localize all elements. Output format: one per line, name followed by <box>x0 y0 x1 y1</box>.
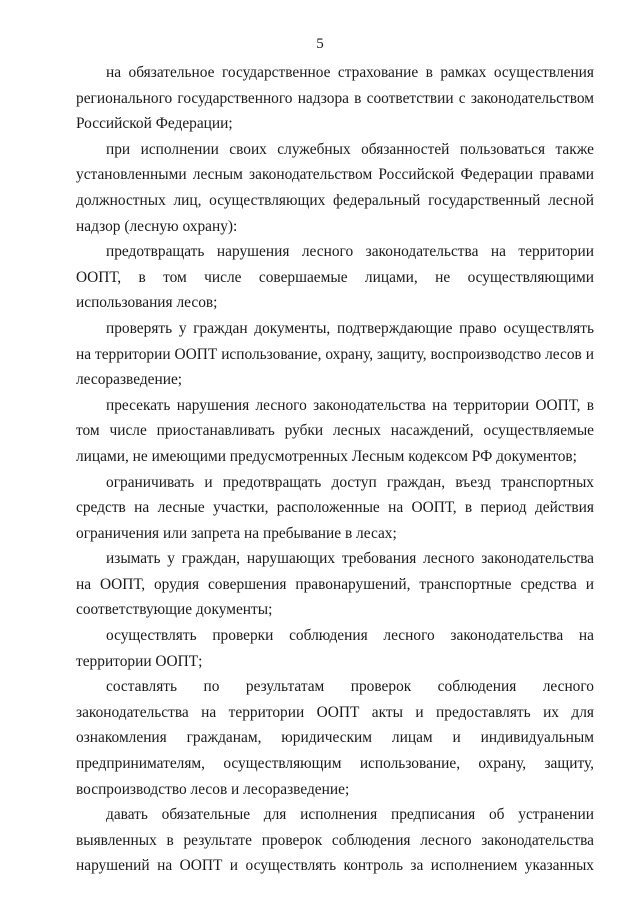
paragraph-official-rights: при исполнении своих служебных обязанностей пользоваться также установленными лесным законодательством Российской Федерации правами должностных лиц, осуществляющих федеральный государственный лесной надзор (лесную охрану): <box>76 140 594 235</box>
paragraph-check-documents: проверять у граждан документы, подтверждающие право осуществлять на территории ООПТ использование, охрану, защиту, воспроизводство лесов и лесоразведение; <box>76 319 594 389</box>
paragraph-draw-up-acts: составлять по результатам проверок соблюдения лесного законодательства на территории ООПТ акты и предоставлять их для ознакомления гражданам, юридическим лицам и индивидуальным предпринимателям, осуществляющим использование, охрану, защиту, воспроизводство лесов и лесоразведение; <box>76 678 594 798</box>
paragraph-issue-orders: давать обязательные для исполнения предписания об устранении выявленных в результате проверок соблюдения лесного законодательства нарушений на ООПТ и осуществлять контроль за исполнением указанных <box>76 806 594 875</box>
paragraph-seize-tools: изымать у граждан, нарушающих требования лесного законодательства на ООПТ, орудия совершения правонарушений, транспортные средства и соответствующие документы; <box>76 550 594 619</box>
paragraph-insurance: на обязательное государственное страхование в рамках осуществления регионального государственного надзора в соответствии с законодательством Российской Федерации; <box>76 64 594 133</box>
paragraph-stop-violations: пресекать нарушения лесного законодательства на территории ООПТ, в том числе приостанавливать рубки лесных насаждений, осуществляемые лицами, не имеющими предусмотренных Лесным кодексом РФ документов; <box>76 396 594 465</box>
paragraph-conduct-inspections: осуществлять проверки соблюдения лесного законодательства на территории ООПТ; <box>76 627 594 670</box>
paragraph-restrict-access: ограничивать и предотвращать доступ граждан, въезд транспортных средств на лесные участки, расположенные на ООПТ, в период действия ограничения или запрета на пребывание в лесах; <box>76 473 594 542</box>
paragraph-prevent-violations: предотвращать нарушения лесного законодательства на территории ООПТ, в том числе совершаемые лицами, не осуществляющими использования лесов; <box>76 243 594 312</box>
page-number: 5 <box>316 36 324 52</box>
document-body <box>76 60 594 879</box>
